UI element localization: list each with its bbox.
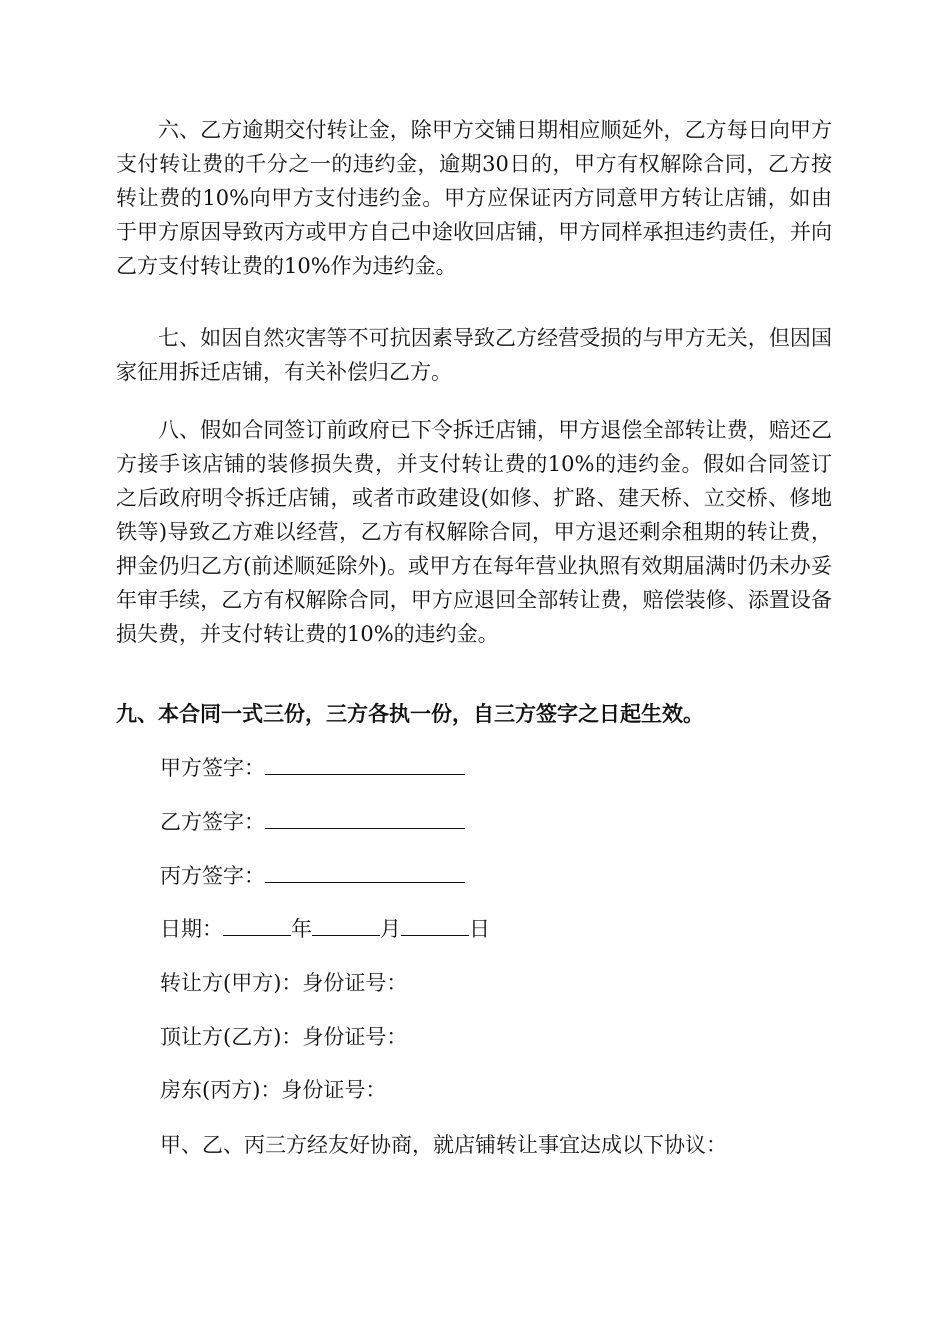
date-blank-month [312, 911, 380, 936]
closing-statement: 甲、乙、丙三方经友好协商，就店铺转让事宜达成以下协议： [160, 1133, 727, 1157]
signature-blank-party-c [265, 858, 465, 883]
clause-eight: 八、假如合同签订前政府已下令拆迁店铺，甲方退偿全部转让费，赔还乙方接手该店铺的装修损失费，并支付转让费的10%的违约金。假如合同签订之后政府明令拆迁店铺，或者市政建设(如修、扩路、建天桥、立交桥、修地铁等)导致乙方难以经营，乙方有权解除合同，甲方退还剩余租期的转让费，押金仍归乙方(前述顺延除外)。或甲方在每年营业执照有效期届满时仍未办妥年审手续，乙方有权解除合同，甲方应退回全部转让费，赔偿装修、添置设备损失费，并支付转让费的10%的违约金。 [116, 418, 832, 646]
signature-label-party-a: 甲方签字： [160, 756, 265, 780]
signature-label-party-b: 乙方签字： [160, 810, 265, 834]
date-year-label: 年 [291, 917, 312, 941]
signature-label-party-c: 丙方签字： [160, 864, 265, 888]
date-blank-day [401, 911, 469, 936]
signature-line-party-a [160, 750, 465, 785]
clause-seven: 七、如因自然灾害等不可抗因素导致乙方经营受损的与甲方无关，但因国家征用拆迁店铺，有关补偿归乙方。 [116, 326, 832, 384]
signature-line-party-c [160, 858, 465, 893]
date-day-label: 日 [469, 917, 490, 941]
landlord-id-line: 房东(丙方)：身份证号： [160, 1078, 387, 1102]
clause-nine: 九、本合同一式三份，三方各执一份，自三方签字之日起生效。 [116, 701, 704, 726]
date-label: 日期： [160, 917, 223, 941]
date-month-label: 月 [380, 917, 401, 941]
date-line [160, 911, 490, 946]
clause-six: 六、乙方逾期交付转让金，除甲方交铺日期相应顺延外，乙方每日向甲方支付转让费的千分之一的违约金，逾期30日的，甲方有权解除合同，乙方按转让费的10%向甲方支付违约金。甲方应保证丙方同意甲方转让店铺，如由于甲方原因导致丙方或甲方自己中途收回店铺，甲方同样承担违约责任，并向乙方支付转让费的10%作为违约金。 [116, 118, 832, 278]
date-blank-year [223, 911, 291, 936]
signature-line-party-b [160, 804, 465, 839]
transferor-id-line: 转让方(甲方)：身份证号： [160, 971, 408, 995]
signature-blank-party-a [265, 750, 465, 775]
transferee-id-line: 顶让方(乙方)：身份证号： [160, 1025, 408, 1049]
signature-blank-party-b [265, 804, 465, 829]
